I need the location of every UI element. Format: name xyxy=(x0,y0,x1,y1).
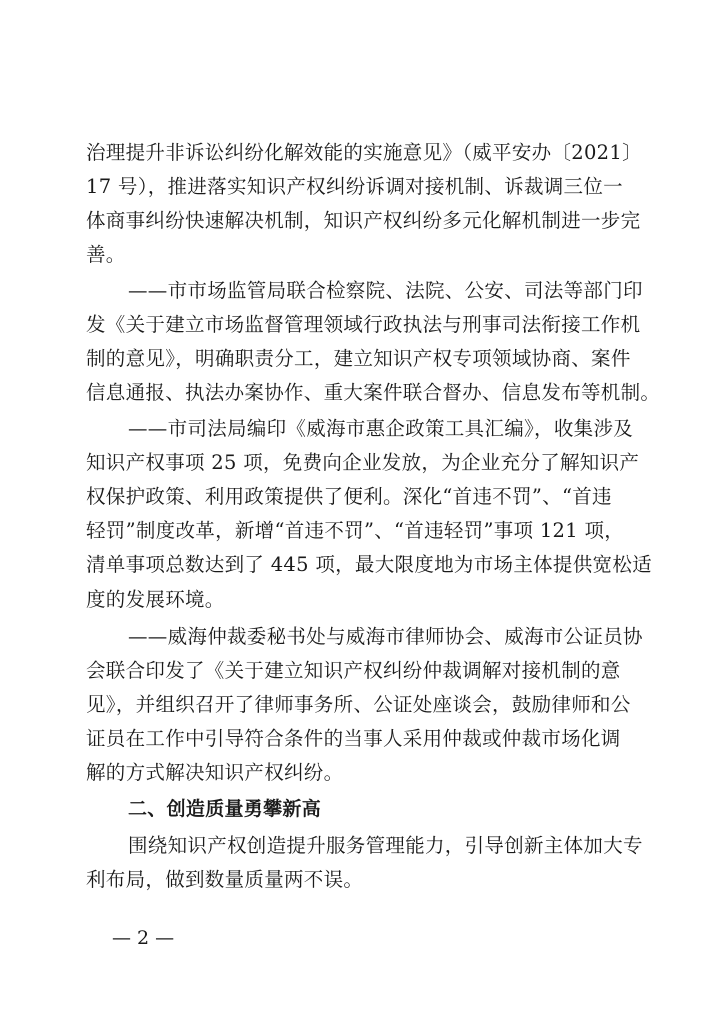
text-line: 利布局，做到数量质量两不误。 xyxy=(86,868,364,891)
text-line: 治理提升非诉讼纠纷化解效能的实施意见》（威平安办〔2021〕 xyxy=(86,141,642,164)
text-line: 会联合印发了《关于建立知识产权纠纷仲裁调解对接机制的意 xyxy=(86,659,621,682)
text-line: 围绕知识产权创造提升服务管理能力，引导创新主体加大专 xyxy=(128,834,643,857)
section-heading: 二、创造质量勇攀新高 xyxy=(128,798,322,820)
text-line: 制的意见》，明确职责分工，建立知识产权专项领域协商、案件 xyxy=(86,347,631,370)
text-line: 度的发展环境。 xyxy=(86,588,225,611)
text-line: 信息通报、执法办案协作、重大案件联合督办、信息发布等机制。 xyxy=(86,381,661,404)
text-line: 清单事项总数达到了 445 项，最大限度地为市场主体提供宽松适 xyxy=(86,553,652,576)
text-line: 善。 xyxy=(86,243,126,266)
text-line: 发《关于建立市场监督管理领域行政执法与刑事司法衔接工作机 xyxy=(86,313,641,336)
text-line: ——市市场监管局联合检察院、法院、公安、司法等部门印 xyxy=(128,279,643,302)
text-line: 见》，并组织召开了律师事务所、公证处座谈会，鼓励律师和公 xyxy=(86,693,631,716)
text-line: 体商事纠纷快速解决机制，知识产权纠纷多元化解机制进一步完 xyxy=(86,209,641,232)
text-line: 证员在工作中引导符合条件的当事人采用仲裁或仲裁市场化调 xyxy=(86,727,621,750)
text-line: 权保护政策、利用政策提供了便利。深化“首违不罚”、“首违 xyxy=(86,485,612,508)
text-line: ——市司法局编印《威海市惠企政策工具汇编》，收集涉及 xyxy=(128,417,634,440)
text-line: 知识产权事项 25 项，免费向企业发放，为企业充分了解知识产 xyxy=(86,451,640,474)
text-line: 轻罚”制度改革，新增“首违不罚”、“首违轻罚”事项 121 项， xyxy=(86,519,625,542)
text-line: ——威海仲裁委秘书处与威海市律师协会、威海市公证员协 xyxy=(128,625,643,648)
page-number: — 2 — xyxy=(112,927,175,949)
text-line: 解的方式解决知识产权纠纷。 xyxy=(86,761,344,784)
text-line: 17 号），推进落实知识产权纠纷诉调对接机制、诉裁调三位一 xyxy=(86,175,623,198)
